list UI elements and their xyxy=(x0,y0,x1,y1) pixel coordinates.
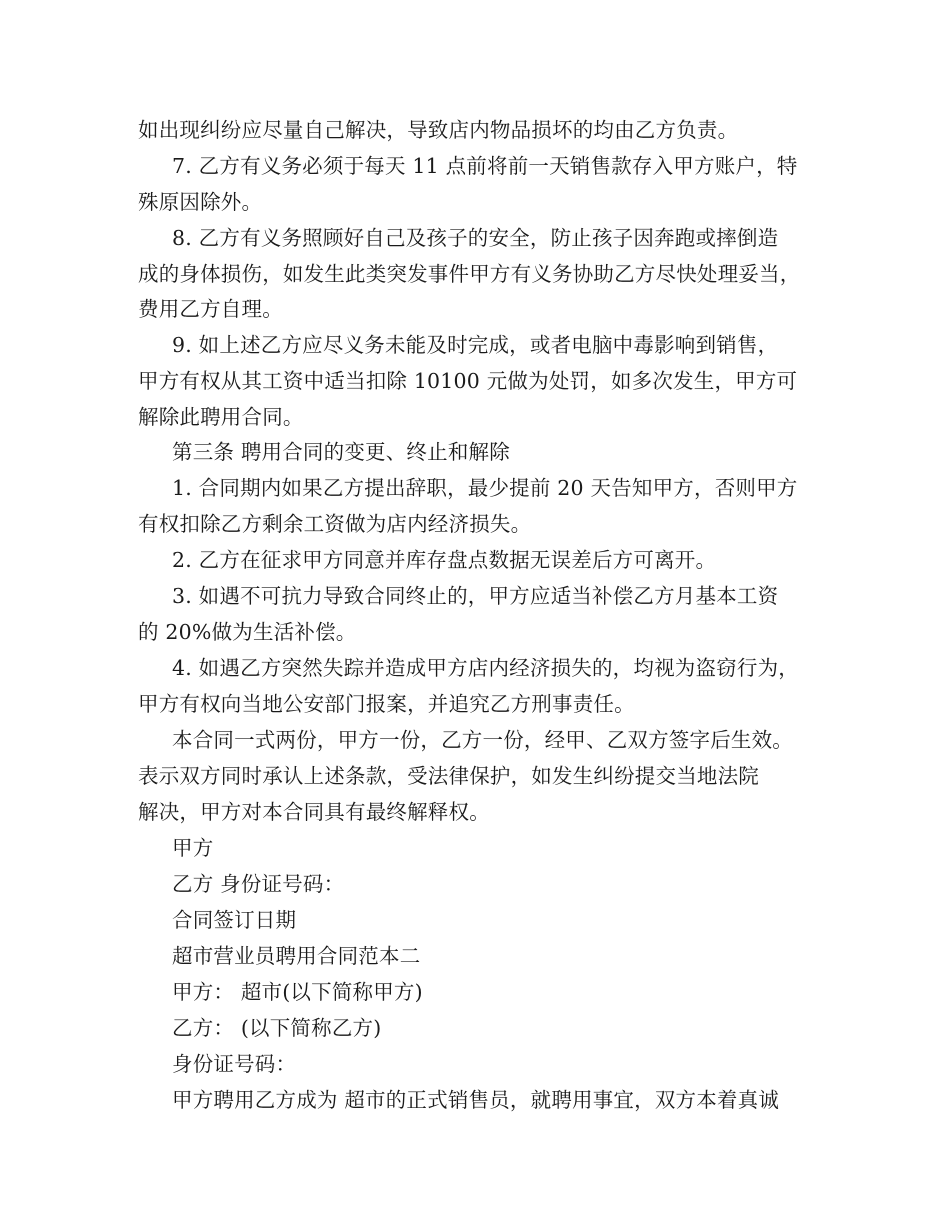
text-line: 7. 乙方有义务必须于每天 11 点前将前一天销售款存入甲方账户，特 xyxy=(172,154,798,178)
text-line: 9. 如上述乙方应尽义务未能及时完成，或者电脑中毒影响到销售， xyxy=(172,333,779,357)
text-line: 如出现纠纷应尽量自己解决，导致店内物品损坏的均由乙方负责。 xyxy=(138,118,739,142)
text-line: 的 20%做为生活补偿。 xyxy=(138,620,357,644)
text-line: 乙方： (以下简称乙方) xyxy=(172,1016,382,1040)
text-line: 1. 合同期内如果乙方提出辞职，最少提前 20 天告知甲方，否则甲方 xyxy=(172,476,798,500)
text-line: 2. 乙方在征求甲方同意并库存盘点数据无误差后方可离开。 xyxy=(172,548,717,572)
text-line: 费用乙方自理。 xyxy=(138,297,283,321)
signature-line: 甲方 xyxy=(172,836,214,860)
text-line: 解决，甲方对本合同具有最终解释权。 xyxy=(138,800,490,824)
signature-line: 乙方 身份证号码： xyxy=(172,872,345,896)
text-line: 3. 如遇不可抗力导致合同终止的，甲方应适当补偿乙方月基本工资 xyxy=(172,584,779,608)
text-line: 4. 如遇乙方突然失踪并造成甲方店内经济损失的，均视为盗窃行为， xyxy=(172,656,799,680)
document-title: 超市营业员聘用合同范本二 xyxy=(172,944,421,968)
text-line: 成的身体损伤，如发生此类突发事件甲方有义务协助乙方尽快处理妥当， xyxy=(138,262,801,286)
text-line: 有权扣除乙方剩余工资做为店内经济损失。 xyxy=(138,512,532,536)
text-line: 殊原因除外。 xyxy=(138,190,263,214)
text-line: 甲方聘用乙方成为 超市的正式销售员，就聘用事宜，双方本着真诚 xyxy=(172,1088,780,1112)
text-line: 表示双方同时承认上述条款，受法律保护，如发生纠纷提交当地法院 xyxy=(138,764,759,788)
text-line: 甲方有权从其工资中适当扣除 10100 元做为处罚，如多次发生，甲方可 xyxy=(138,369,798,393)
text-line: 身份证号码： xyxy=(172,1052,297,1076)
text-line: 本合同一式两份，甲方一份，乙方一份，经甲、乙双方签字后生效。 xyxy=(172,728,793,752)
text-line: 8. 乙方有义务照顾好自己及孩子的安全，防止孩子因奔跑或摔倒造 xyxy=(172,226,779,250)
signature-line: 合同签订日期 xyxy=(172,908,297,932)
section-heading: 第三条 聘用合同的变更、终止和解除 xyxy=(172,440,510,464)
text-line: 甲方： 超市(以下简称甲方) xyxy=(172,980,423,1004)
text-line: 解除此聘用合同。 xyxy=(138,405,304,429)
text-line: 甲方有权向当地公安部门报案，并追究乙方刑事责任。 xyxy=(138,692,635,716)
